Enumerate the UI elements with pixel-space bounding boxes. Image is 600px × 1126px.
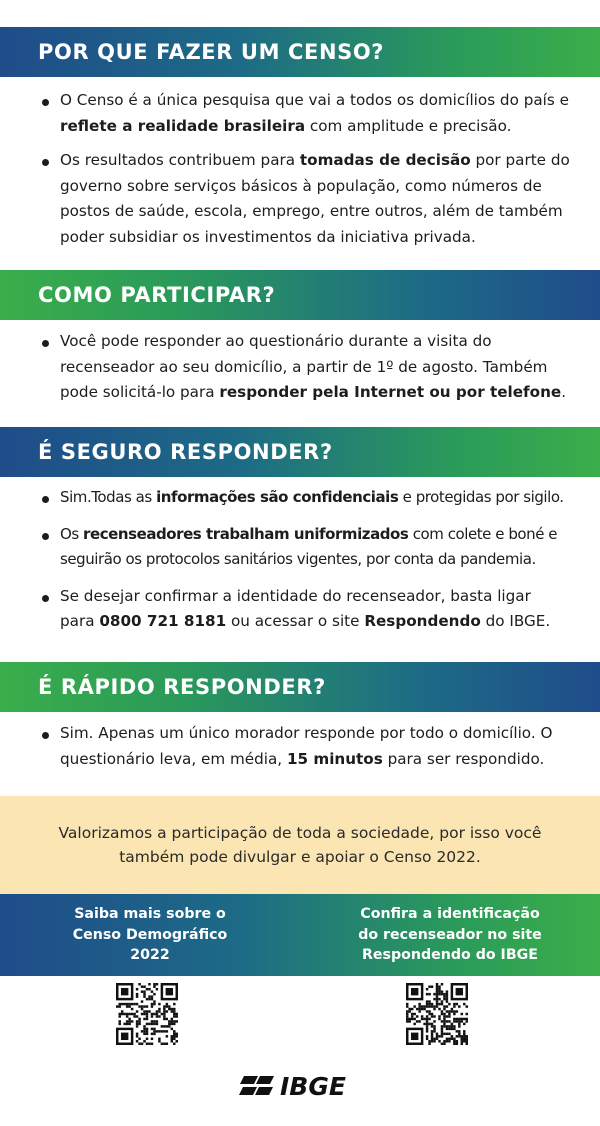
bold-text: Respondendo [364,612,481,630]
text-run: Você pode responder ao questionário durante a visita do recenseador ao seu domicílio, a partir de 1º de agosto. Também pode solicitá-lo para [60,332,548,401]
section-body-how-participate [0,329,600,406]
text-run: e protegidas por sigilo. [398,488,564,506]
list-item [42,329,570,406]
text-run: Sim. Apenas um único morador responde por todo o domicílio. O questionário leva, em média, [60,724,553,768]
section-body-is-safe [0,485,600,635]
section-header-how-participate [0,270,600,320]
item-text [60,91,569,135]
bold-text: informações são confidenciais [156,488,399,506]
section-body-why-census [0,88,600,250]
bullet-icon [42,99,49,106]
item-text [60,151,570,246]
item-text [60,525,557,569]
section-header-is-quick [0,662,600,712]
section-title: COMO PARTICIPAR? [38,283,276,307]
text-run: ou acessar o site [226,612,365,630]
section-header-why-census [0,27,600,77]
footer-band [0,894,600,976]
section-title: É SEGURO RESPONDER? [38,440,333,464]
item-text [60,332,566,401]
bullet-icon [42,496,49,503]
bold-text: 15 minutos [286,749,383,768]
logo-text: IBGE [280,1072,346,1100]
bold-text: 0800 721 8181 [99,612,227,630]
bullet-icon [42,732,49,739]
section-title: POR QUE FAZER UM CENSO? [38,40,385,64]
text-run: Se desejar confirmar a identidade do recenseador, basta ligar para [60,586,531,630]
bold-text: recenseadores trabalham uniformizados [83,524,409,543]
footer-left-label: Saiba mais sobre o Censo Demográfico 2022 [72,906,228,964]
list-item [42,522,570,573]
cta-text: Valorizamos a participação de toda a sociedade, por isso você também pode divulgar e apoiar o Censo 2022. [58,824,542,866]
list-item [42,485,570,511]
text-run: para ser respondido. [382,749,545,768]
ibge-logo [238,1072,362,1100]
list-item [42,721,570,772]
text-run: Sim.Todas as [60,488,157,506]
text-run: O Censo é a única pesquisa que vai a todos os domicílios do país e [60,91,569,109]
ibge-logo-icon [238,1072,362,1100]
footer-left-text [0,894,300,976]
bullet-icon [42,340,49,347]
section-title: É RÁPIDO RESPONDER? [38,675,326,699]
text-run: por parte do governo sobre serviços básicos à população, como números de postos de saúde, escola, emprego, entre outros, além de também poder subsidiar os investimentos da iniciativa privada. [60,151,570,246]
item-text [60,488,564,506]
bold-text: reflete a realidade brasileira [60,116,306,135]
footer-right-label: Confira a identificação do recenseador no site Respondendo do IBGE [358,906,542,964]
text-run: com amplitude e precisão. [305,116,512,135]
qr-code-left-icon[interactable] [116,983,178,1045]
section-header-is-safe [0,427,600,477]
section-body-is-quick [0,721,600,772]
qr-code-right-icon[interactable] [406,983,468,1045]
text-run: . [561,383,567,401]
footer-right-text [300,894,600,976]
item-text [60,587,550,631]
text-run: Os resultados contribuem para [60,151,300,169]
bullet-icon [42,533,49,540]
text-run: com colete e boné e seguirão os protocolos sanitários vigentes, por conta da pandemia. [60,524,558,568]
list-item [42,148,570,250]
bold-text: responder pela Internet ou por telefone [219,383,562,401]
bullet-icon [42,159,49,166]
list-item [42,584,570,635]
item-text [60,724,552,768]
bold-text: tomadas de decisão [299,151,471,169]
text-run: do IBGE. [480,612,551,630]
list-item [42,88,570,139]
text-run: Os [60,524,84,543]
bullet-icon [42,595,49,602]
cta-box [0,796,600,894]
